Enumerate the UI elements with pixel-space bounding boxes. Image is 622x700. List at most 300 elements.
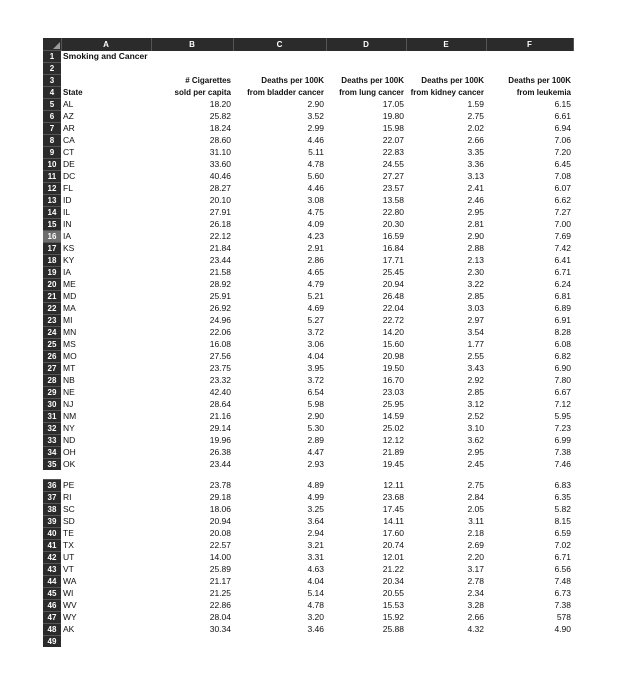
value-cell[interactable]: 7.02 [554,540,571,550]
value-cell[interactable]: 7.20 [554,147,571,157]
row-header[interactable]: 26 [43,351,61,363]
state-cell[interactable]: DE [63,159,75,169]
value-cell[interactable]: 20.10 [209,195,231,205]
state-cell[interactable]: IA [63,231,72,241]
value-cell[interactable]: 29.14 [209,423,231,433]
value-cell[interactable]: 5.11 [308,147,324,157]
value-cell[interactable]: 2.75 [467,480,484,490]
value-cell[interactable]: 2.81 [467,219,484,229]
value-cell[interactable]: 6.45 [554,159,571,169]
column-header-b[interactable]: B [151,38,233,51]
value-cell[interactable]: 2.66 [467,135,484,145]
value-cell[interactable]: 3.21 [307,540,324,550]
state-cell[interactable]: MI [63,315,73,325]
value-cell[interactable]: 13.58 [382,195,404,205]
value-cell[interactable]: 18.24 [209,123,231,133]
row-header[interactable]: 43 [43,564,61,576]
cell[interactable] [486,63,573,75]
row-header[interactable]: 13 [43,195,61,207]
value-cell[interactable]: 17.60 [382,528,404,538]
value-cell[interactable]: 2.13 [467,255,484,265]
value-cell[interactable]: 23.75 [209,363,231,373]
row-header[interactable]: 1 [43,51,61,63]
value-cell[interactable]: 42.40 [209,387,231,397]
state-cell[interactable]: ID [63,195,72,205]
value-cell[interactable]: 7.06 [554,135,571,145]
value-cell[interactable]: 4.47 [307,447,324,457]
value-cell[interactable]: 2.89 [307,435,324,445]
value-cell[interactable]: 2.55 [467,351,484,361]
value-cell[interactable]: 6.82 [554,351,571,361]
value-cell[interactable]: 14.20 [382,327,404,337]
value-cell[interactable]: 3.95 [307,363,324,373]
value-cell[interactable]: 2.97 [467,315,484,325]
value-cell[interactable]: 2.94 [307,528,324,538]
value-cell[interactable]: 1.77 [467,339,484,349]
value-cell[interactable]: 2.92 [467,375,484,385]
value-cell[interactable]: 3.35 [467,147,484,157]
row-header[interactable]: 18 [43,255,61,267]
value-cell[interactable]: 20.94 [209,516,231,526]
row-header[interactable]: 10 [43,159,61,171]
value-cell[interactable]: 26.18 [209,219,231,229]
state-cell[interactable]: MA [63,303,76,313]
value-cell[interactable]: 25.89 [209,564,231,574]
row-header[interactable]: 22 [43,303,61,315]
value-cell[interactable]: 25.82 [209,111,231,121]
row-header[interactable]: 30 [43,399,61,411]
row-header[interactable]: 34 [43,447,61,459]
value-cell[interactable]: 6.08 [554,339,571,349]
value-cell[interactable]: 15.98 [382,123,404,133]
value-cell[interactable]: 28.92 [209,279,231,289]
value-cell[interactable]: 27.91 [209,207,231,217]
value-cell[interactable]: 4.79 [307,279,324,289]
row-header[interactable]: 46 [43,600,61,612]
value-cell[interactable]: 3.08 [307,195,324,205]
value-cell[interactable]: 3.28 [467,600,484,610]
value-cell[interactable]: 6.83 [554,480,571,490]
value-cell[interactable]: 6.71 [554,267,571,277]
value-cell[interactable]: 5.60 [307,171,324,181]
value-cell[interactable]: 2.69 [467,540,484,550]
value-cell[interactable]: 18.20 [209,99,231,109]
value-cell[interactable]: 7.48 [554,576,571,586]
row-header[interactable]: 16 [43,231,61,243]
value-cell[interactable]: 6.67 [554,387,571,397]
value-cell[interactable]: 7.69 [554,231,571,241]
value-cell[interactable]: 8.15 [554,516,571,526]
value-cell[interactable]: 2.99 [307,123,324,133]
value-cell[interactable]: 21.58 [209,267,231,277]
value-cell[interactable]: 4.90 [554,624,571,634]
state-cell[interactable]: SC [63,504,75,514]
cell[interactable] [326,636,406,648]
value-cell[interactable]: 28.27 [209,183,231,193]
value-cell[interactable]: 20.08 [209,528,231,538]
value-cell[interactable]: 20.98 [382,351,404,361]
value-cell[interactable]: 14.11 [383,516,404,526]
value-cell[interactable]: 2.90 [307,99,324,109]
value-cell[interactable]: 5.95 [554,411,571,421]
value-cell[interactable]: 2.05 [467,504,484,514]
cell[interactable] [326,63,406,75]
value-cell[interactable]: 8.28 [554,327,571,337]
state-cell[interactable]: MO [63,351,77,361]
value-cell[interactable]: 6.99 [554,435,571,445]
value-cell[interactable]: 7.38 [554,600,571,610]
cell[interactable] [61,63,151,75]
value-cell[interactable]: 40.46 [209,171,231,181]
value-cell[interactable]: 25.91 [209,291,231,301]
value-cell[interactable]: 16.08 [209,339,231,349]
column-header-c[interactable]: C [233,38,326,51]
value-cell[interactable]: 5.30 [307,423,324,433]
value-cell[interactable]: 7.27 [554,207,571,217]
value-cell[interactable]: 5.14 [307,588,324,598]
value-cell[interactable]: 4.89 [307,480,324,490]
value-cell[interactable]: 19.45 [382,458,404,469]
value-cell[interactable]: 3.31 [307,552,324,562]
value-cell[interactable]: 4.78 [307,159,324,169]
value-cell[interactable]: 15.92 [382,612,404,622]
row-header[interactable]: 24 [43,327,61,339]
value-cell[interactable]: 3.46 [307,624,324,634]
value-cell[interactable]: 4.09 [307,219,324,229]
state-cell[interactable]: NE [63,387,75,397]
state-cell[interactable]: IL [63,207,71,217]
value-cell[interactable]: 3.64 [307,516,324,526]
value-cell[interactable]: 2.34 [467,588,484,598]
value-cell[interactable]: 2.18 [467,528,484,538]
value-cell[interactable]: 17.05 [382,99,404,109]
value-cell[interactable]: 17.45 [382,504,404,514]
value-cell[interactable]: 26.38 [209,447,231,457]
value-cell[interactable]: 2.66 [467,612,484,622]
state-cell[interactable]: OH [63,447,76,457]
row-header[interactable]: 9 [43,147,61,159]
value-cell[interactable]: 23.32 [209,375,231,385]
value-cell[interactable]: 2.45 [467,458,484,469]
value-cell[interactable]: 25.88 [382,624,404,634]
value-cell[interactable]: 3.10 [467,423,484,433]
value-cell[interactable]: 2.02 [467,123,484,133]
value-cell[interactable]: 4.04 [307,576,324,586]
column-header-e[interactable]: E [406,38,486,51]
value-cell[interactable]: 2.86 [307,255,324,265]
value-cell[interactable]: 22.07 [382,135,404,145]
value-cell[interactable]: 3.22 [467,279,484,289]
column-header-a[interactable]: A [61,38,151,51]
value-cell[interactable]: 15.53 [382,600,404,610]
value-cell[interactable]: 20.55 [382,588,404,598]
state-cell[interactable]: NJ [63,399,74,409]
value-cell[interactable]: 5.21 [307,291,324,301]
value-cell[interactable]: 6.71 [554,552,571,562]
row-header[interactable]: 29 [43,387,61,399]
value-cell[interactable]: 2.90 [307,411,324,421]
value-cell[interactable]: 25.02 [382,423,404,433]
state-cell[interactable]: WY [63,612,77,622]
value-cell[interactable]: 6.62 [554,195,571,205]
value-cell[interactable]: 7.08 [554,171,571,181]
value-cell[interactable]: 12.01 [382,552,404,562]
row-header[interactable]: 32 [43,423,61,435]
row-header[interactable]: 3 [43,75,61,87]
value-cell[interactable]: 3.20 [307,612,324,622]
value-cell[interactable]: 23.78 [209,480,231,490]
value-cell[interactable]: 6.41 [554,255,571,265]
cell[interactable] [486,636,573,648]
column-header-d[interactable]: D [326,38,406,51]
value-cell[interactable]: 5.98 [307,399,324,409]
value-cell[interactable]: 3.43 [467,363,484,373]
value-cell[interactable]: 19.80 [382,111,404,121]
value-cell[interactable]: 18.06 [209,504,231,514]
row-header[interactable]: 41 [43,540,61,552]
value-cell[interactable]: 12.11 [383,480,404,490]
value-cell[interactable]: 6.07 [554,183,571,193]
row-header[interactable]: 35 [43,459,61,471]
value-cell[interactable]: 4.46 [307,183,324,193]
row-header[interactable]: 47 [43,612,61,624]
value-cell[interactable]: 2.90 [467,231,484,241]
value-cell[interactable]: 17.71 [382,255,404,265]
row-header[interactable]: 21 [43,291,61,303]
state-cell[interactable]: WV [63,600,77,610]
value-cell[interactable]: 3.03 [467,303,484,313]
value-cell[interactable]: 6.81 [554,291,571,301]
value-cell[interactable]: 23.03 [382,387,404,397]
value-cell[interactable]: 16.59 [382,231,404,241]
row-header[interactable]: 11 [43,171,61,183]
value-cell[interactable]: 28.60 [209,135,231,145]
value-cell[interactable]: 6.15 [554,99,571,109]
state-cell[interactable]: WA [63,576,77,586]
value-cell[interactable]: 2.52 [467,411,484,421]
value-cell[interactable]: 4.99 [307,492,324,502]
value-cell[interactable]: 1.59 [467,99,484,109]
value-cell[interactable]: 20.74 [382,540,404,550]
value-cell[interactable]: 4.78 [307,600,324,610]
value-cell[interactable]: 4.23 [307,231,324,241]
state-cell[interactable]: WI [63,588,74,598]
value-cell[interactable]: 7.00 [554,219,571,229]
value-cell[interactable]: 4.69 [307,303,324,313]
value-cell[interactable]: 24.55 [382,159,404,169]
value-cell[interactable]: 7.23 [554,423,571,433]
value-cell[interactable]: 4.63 [307,564,324,574]
cell[interactable] [233,636,326,648]
row-header[interactable]: 15 [43,219,61,231]
state-cell[interactable]: DC [63,171,76,181]
value-cell[interactable]: 24.96 [209,315,231,325]
value-cell[interactable]: 25.45 [382,267,404,277]
value-cell[interactable]: 6.89 [554,303,571,313]
value-cell[interactable]: 22.83 [382,147,404,157]
value-cell[interactable]: 22.86 [209,600,231,610]
row-header[interactable]: 38 [43,504,61,516]
value-cell[interactable]: 2.93 [307,458,324,469]
value-cell[interactable]: 28.64 [209,399,231,409]
state-cell[interactable]: NB [63,375,75,385]
value-cell[interactable]: 27.56 [209,351,231,361]
value-cell[interactable]: 22.06 [209,327,231,337]
cell[interactable] [406,636,486,648]
cell[interactable] [151,63,233,75]
cell[interactable] [61,636,151,648]
state-cell[interactable]: KY [63,255,75,265]
state-cell[interactable]: NY [63,423,75,433]
value-cell[interactable]: 6.54 [307,387,324,397]
row-header[interactable]: 5 [43,99,61,111]
row-header[interactable]: 8 [43,135,61,147]
row-header[interactable]: 4 [43,87,61,99]
row-header[interactable]: 19 [43,267,61,279]
state-cell[interactable]: ME [63,279,76,289]
row-header[interactable]: 23 [43,315,61,327]
value-cell[interactable]: 4.32 [467,624,484,634]
value-cell[interactable]: 2.85 [467,387,484,397]
value-cell[interactable]: 2.20 [467,552,484,562]
value-cell[interactable]: 20.34 [382,576,404,586]
value-cell[interactable]: 6.94 [554,123,571,133]
value-cell[interactable]: 4.75 [307,207,324,217]
value-cell[interactable]: 6.35 [554,492,571,502]
value-cell[interactable]: 23.68 [382,492,404,502]
value-cell[interactable]: 21.25 [209,588,231,598]
row-header[interactable]: 28 [43,375,61,387]
value-cell[interactable]: 2.91 [307,243,324,253]
value-cell[interactable]: 22.12 [209,231,231,241]
value-cell[interactable]: 6.90 [554,363,571,373]
value-cell[interactable]: 6.73 [554,588,571,598]
value-cell[interactable]: 22.72 [382,315,404,325]
value-cell[interactable]: 2.46 [467,195,484,205]
state-cell[interactable]: UT [63,552,75,562]
row-header[interactable]: 17 [43,243,61,255]
row-header[interactable]: 49 [43,636,61,648]
value-cell[interactable]: 27.27 [382,171,404,181]
value-cell[interactable]: 19.50 [382,363,404,373]
value-cell[interactable]: 23.57 [382,183,404,193]
row-header[interactable]: 6 [43,111,61,123]
value-cell[interactable]: 22.57 [209,540,231,550]
value-cell[interactable]: 23.44 [209,255,231,265]
row-header[interactable]: 12 [43,183,61,195]
row-header[interactable]: 31 [43,411,61,423]
value-cell[interactable]: 3.72 [307,327,324,337]
state-cell[interactable]: AZ [63,111,74,121]
value-cell[interactable]: 7.12 [554,399,571,409]
value-cell[interactable]: 30.34 [209,624,231,634]
row-header[interactable]: 2 [43,63,61,75]
row-header[interactable]: 33 [43,435,61,447]
row-header[interactable]: 39 [43,516,61,528]
row-header[interactable]: 14 [43,207,61,219]
value-cell[interactable]: 21.17 [209,576,231,586]
value-cell[interactable]: 6.59 [554,528,571,538]
value-cell[interactable]: 20.30 [382,219,404,229]
row-header[interactable]: 42 [43,552,61,564]
state-cell[interactable]: MN [63,327,77,337]
state-cell[interactable]: MT [63,363,76,373]
value-cell[interactable]: 2.88 [467,243,484,253]
state-cell[interactable]: RI [63,492,72,502]
value-cell[interactable]: 14.00 [209,552,231,562]
value-cell[interactable]: 7.42 [554,243,571,253]
value-cell[interactable]: 6.61 [554,111,571,121]
row-header[interactable]: 27 [43,363,61,375]
column-header-f[interactable]: F [486,38,573,51]
value-cell[interactable]: 3.72 [307,375,324,385]
cell[interactable] [233,63,326,75]
row-header[interactable]: 37 [43,492,61,504]
value-cell[interactable]: 33.60 [209,159,231,169]
row-header[interactable]: 44 [43,576,61,588]
value-cell[interactable]: 6.91 [554,315,571,325]
value-cell[interactable]: 7.38 [554,447,571,457]
value-cell[interactable]: 22.04 [382,303,404,313]
value-cell[interactable]: 21.16 [209,411,231,421]
value-cell[interactable]: 5.27 [307,315,324,325]
value-cell[interactable]: 14.59 [382,411,404,421]
value-cell[interactable]: 25.95 [382,399,404,409]
cell[interactable] [151,636,233,648]
row-header[interactable]: 25 [43,339,61,351]
value-cell[interactable]: 12.12 [382,435,404,445]
value-cell[interactable]: 3.25 [307,504,324,514]
value-cell[interactable]: 2.95 [467,447,484,457]
state-cell[interactable]: AK [63,624,75,634]
value-cell[interactable]: 15.60 [382,339,404,349]
state-cell[interactable]: FL [63,183,73,193]
value-cell[interactable]: 2.85 [467,291,484,301]
value-cell[interactable]: 6.24 [554,279,571,289]
value-cell[interactable]: 16.70 [382,375,404,385]
value-cell[interactable]: 21.89 [382,447,404,457]
row-header[interactable]: 48 [43,624,61,636]
state-cell[interactable]: CA [63,135,75,145]
value-cell[interactable]: 3.11 [468,516,484,526]
state-cell[interactable]: IN [63,219,72,229]
value-cell[interactable]: 29.18 [209,492,231,502]
value-cell[interactable]: 3.13 [467,171,484,181]
value-cell[interactable]: 2.75 [467,111,484,121]
value-cell[interactable]: 19.96 [209,435,231,445]
state-cell[interactable]: AR [63,123,75,133]
value-cell[interactable]: 21.84 [209,243,231,253]
value-cell[interactable]: 4.46 [307,135,324,145]
value-cell[interactable]: 3.54 [467,327,484,337]
value-cell[interactable]: 21.22 [382,564,404,574]
row-header[interactable]: 40 [43,528,61,540]
state-cell[interactable]: AL [63,99,74,109]
value-cell[interactable]: 22.80 [382,207,404,217]
state-cell[interactable]: MD [63,291,77,301]
state-cell[interactable]: KS [63,243,75,253]
value-cell[interactable]: 6.56 [554,564,571,574]
value-cell[interactable]: 578 [556,612,571,622]
state-cell[interactable]: TX [63,540,74,550]
state-cell[interactable]: TE [63,528,74,538]
state-cell[interactable]: OK [63,458,76,469]
state-cell[interactable]: IA [63,267,72,277]
value-cell[interactable]: 23.44 [209,458,231,469]
value-cell[interactable]: 20.94 [382,279,404,289]
value-cell[interactable]: 3.06 [307,339,324,349]
state-cell[interactable]: NM [63,411,77,421]
